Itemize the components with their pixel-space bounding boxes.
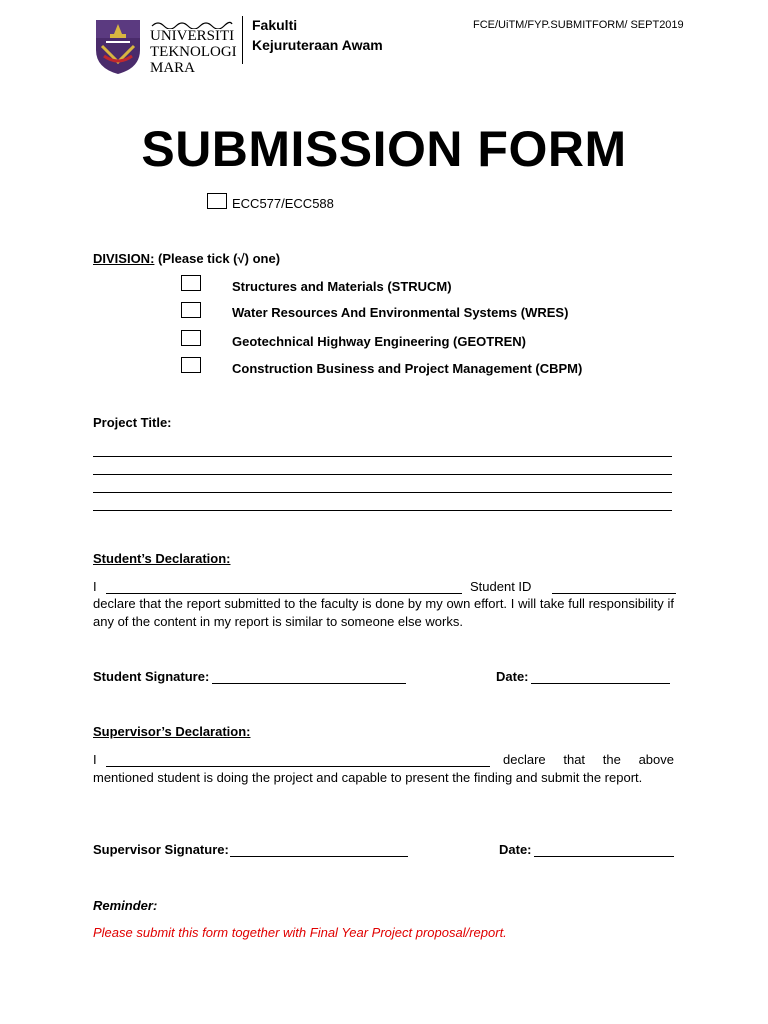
division-heading (93, 251, 280, 266)
logo-line-1: UNIVERSITI (150, 28, 235, 44)
project-title-line-4[interactable] (93, 510, 672, 511)
supervisor-signature-line[interactable] (230, 856, 408, 857)
student-date-label: Date: (496, 669, 529, 684)
division-checkbox-cbpm[interactable] (181, 357, 201, 373)
course-option-label: ECC577/ECC588 (232, 196, 334, 211)
university-crest-icon (92, 16, 144, 76)
project-title-line-3[interactable] (93, 492, 672, 493)
supervisor-name-line[interactable] (106, 766, 490, 767)
division-checkbox-wres[interactable] (181, 302, 201, 318)
project-title-label: Project Title: (93, 415, 172, 430)
faculty-line-2: Kejuruteraan Awam (252, 37, 383, 53)
division-instruction: (Please tick (√) one) (154, 251, 281, 266)
logo-line-2: TEKNOLOGI (150, 44, 237, 60)
division-option-cbpm: Construction Business and Project Management (CBPM) (232, 361, 583, 376)
supervisor-declaration-text: mentioned student is doing the project and capable to present the finding and submit the report. (93, 770, 643, 785)
division-label: DIVISION: (93, 251, 155, 266)
header-divider (242, 16, 243, 64)
division-option-geotren: Geotechnical Highway Engineering (GEOTREN) (232, 334, 526, 349)
project-title-line-2[interactable] (93, 474, 672, 475)
faculty-name (252, 15, 383, 55)
form-code: FCE/UiTM/FYP.SUBMITFORM/ SEPT2019 (473, 19, 684, 31)
logo-script-text (150, 16, 234, 26)
supervisor-date-label: Date: (499, 842, 532, 857)
student-signature-label: Student Signature: (93, 669, 210, 684)
uitm-logo (92, 16, 242, 78)
student-prefix: I (93, 579, 97, 594)
student-id-label: Student ID (470, 579, 532, 594)
project-title-line-1[interactable] (93, 456, 672, 457)
student-signature-line[interactable] (212, 683, 406, 684)
supervisor-signature-label: Supervisor Signature: (93, 842, 229, 857)
division-option-strucm: Structures and Materials (STRUCM) (232, 279, 452, 294)
supervisor-date-line[interactable] (534, 856, 674, 857)
supervisor-inline-text: declare that the above (503, 752, 674, 767)
faculty-line-1: Fakulti (252, 17, 298, 33)
logo-line-3: MARA (150, 60, 196, 76)
supervisor-prefix: I (93, 752, 97, 767)
reminder-label: Reminder: (93, 898, 158, 913)
student-id-line[interactable] (552, 593, 676, 594)
division-option-wres: Water Resources And Environmental Systems (WRES) (232, 305, 569, 320)
student-declaration-heading: Student’s Declaration: (93, 551, 231, 566)
page-title: SUBMISSION FORM (141, 121, 627, 177)
course-checkbox[interactable] (207, 193, 227, 209)
student-declaration-text: declare that the report submitted to the faculty is done by my own effort. I will take full responsibility if any of the content in my report is similar to someone else works. (93, 596, 674, 629)
student-name-line[interactable] (106, 593, 462, 594)
division-checkbox-geotren[interactable] (181, 330, 201, 346)
supervisor-declaration-heading: Supervisor’s Declaration: (93, 724, 251, 739)
division-checkbox-strucm[interactable] (181, 275, 201, 291)
student-date-line[interactable] (531, 683, 670, 684)
reminder-text: Please submit this form together with Final Year Project proposal/report. (93, 925, 507, 940)
